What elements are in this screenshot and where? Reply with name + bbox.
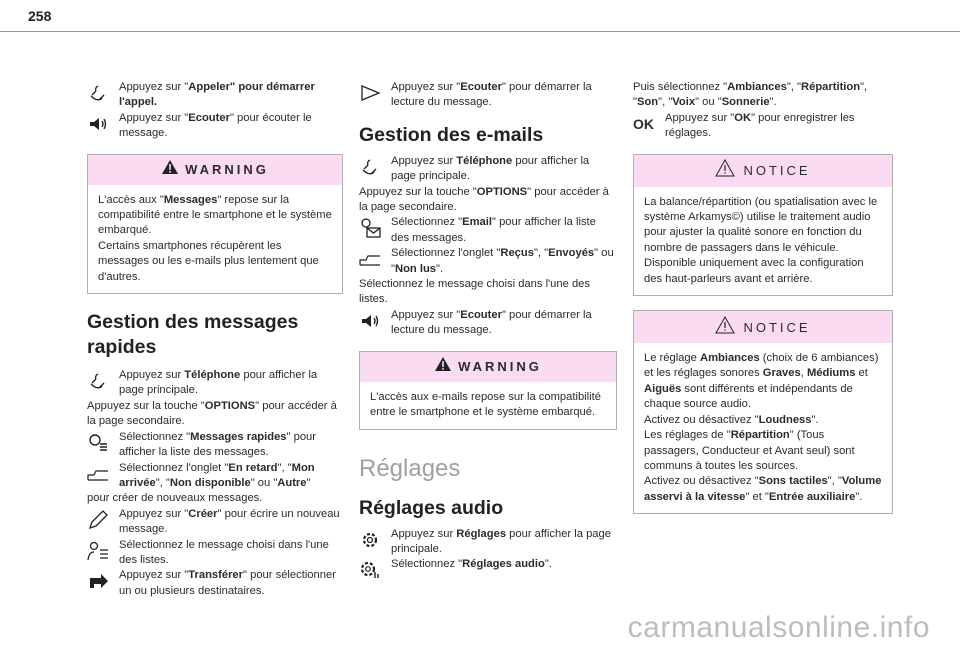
audio-text-end: ".: [544, 558, 552, 571]
t: " et ": [745, 490, 769, 503]
tabs-text: Sélectionnez l'onglet ": [391, 247, 501, 260]
speaker-icon: [87, 111, 119, 137]
notice-box-balance: [633, 154, 893, 296]
phone-icon: [359, 154, 391, 180]
warning-text-end: " repose sur la compatibilité entre le smartphone et le système embarqué.: [98, 193, 332, 237]
ok-text: Appuyez sur ": [665, 111, 735, 124]
instruction-options: [87, 399, 343, 430]
listen-text: Appuyez sur ": [391, 308, 461, 321]
audio-bold: Réglages audio: [462, 558, 545, 571]
warning-body: L'accès aux e-mails repose sur la compatibilité entre le smartphone et le système embarqué.: [370, 390, 601, 419]
instruction-options: [359, 185, 617, 216]
fwd-bold: Transférer: [188, 569, 244, 582]
notice-box-ambiances: [633, 310, 893, 514]
t: ", ": [827, 475, 842, 488]
t: Activez ou désactivez ": [644, 475, 759, 488]
t: ".: [855, 490, 863, 503]
quick-bold: Messages rapides: [190, 430, 287, 443]
notice-header: [634, 155, 892, 187]
heading-quick-messages: Gestion des messages rapides: [87, 311, 299, 359]
opt-ambiances: Ambiances: [727, 81, 787, 93]
tab-arrival: Mon arrivée: [119, 461, 315, 489]
notice-line-1: [644, 351, 882, 413]
b: Aiguës: [644, 382, 682, 395]
sep: ", ": [658, 96, 673, 109]
instruction-listen-2: [359, 308, 617, 339]
notice-line-4: [644, 474, 882, 505]
create-text: Appuyez sur ": [119, 507, 189, 520]
notice-text-2: Disponible uniquement avec la configuration des haut-parleurs avant et arrière.: [644, 257, 864, 285]
gear-audio-icon: [359, 557, 391, 583]
options-text-end: " pour accéder à la page secondaire.: [359, 185, 609, 214]
phone-icon: [87, 80, 119, 106]
quick-text-end: " pour afficher la liste des messages.: [119, 430, 317, 459]
tab-unread: Non lus: [394, 262, 437, 275]
heading-email: Gestion des e-mails: [359, 123, 544, 146]
tel-text: Appuyez sur: [119, 369, 185, 382]
quick-text: Sélectionnez ": [119, 430, 191, 443]
pen-icon: [87, 507, 119, 533]
sep: " ou ": [250, 476, 278, 489]
notice-title: NOTICE: [743, 319, 811, 335]
listen-text-end: " pour écouter le message.: [119, 111, 312, 140]
tel-text-end: pour afficher la page principale.: [119, 369, 318, 397]
tel-text-end: pour afficher la page principale.: [391, 154, 590, 183]
warning-body: [88, 185, 342, 293]
fwd-text-end: " pour sélectionner un ou plusieurs destinataires.: [119, 569, 336, 597]
then-text: Puis sélectionnez ": [633, 81, 728, 93]
notice-header: [634, 311, 892, 343]
listen-bold: Ecouter: [188, 111, 230, 124]
options-bold: OPTIONS: [476, 185, 528, 198]
sep: " ou ": [391, 247, 614, 275]
tab-sent: Envoyés: [548, 247, 595, 260]
warning-box-messages: [87, 154, 343, 294]
sep: ".: [436, 262, 444, 275]
instruction-call: [87, 80, 343, 111]
heading-audio-settings: Réglages audio: [359, 496, 504, 519]
gear-icon: [359, 527, 391, 553]
watermark: carmanualsonline.info: [627, 611, 930, 644]
column-2: [359, 80, 617, 583]
warning-title: WARNING: [458, 359, 542, 375]
choose-message: Sélectionnez le message choisi dans l'une des listes.: [359, 278, 590, 306]
ok-bold: OK: [734, 111, 752, 124]
opt-sonnerie: Sonnerie: [721, 96, 770, 109]
settings-text: Appuyez sur: [391, 527, 457, 540]
forward-icon: [87, 568, 119, 594]
notice-body: [634, 187, 892, 295]
header-divider: [0, 31, 960, 32]
instruction-tabs: [359, 246, 617, 277]
play-icon: [359, 80, 391, 106]
sep: " ou ": [695, 96, 722, 109]
t: et: [855, 367, 868, 380]
b: Médiums: [806, 367, 856, 380]
instruction-tabs: [87, 461, 343, 492]
ok-text-end: " pour enregistrer les réglages.: [665, 111, 855, 140]
speaker-icon: [359, 308, 391, 334]
email-bold: Email: [462, 216, 492, 229]
warning-text-2: Certains smartphones récupèrent les messages ou les e-mails plus lentement que d'autres.: [98, 239, 319, 283]
sep: ", ": [786, 81, 802, 93]
instruction-select-message: [87, 538, 343, 569]
sep: ", ": [277, 461, 292, 474]
tel-bold: Téléphone: [456, 154, 513, 167]
instruction-ok: [633, 111, 893, 142]
tel-bold: Téléphone: [184, 369, 241, 382]
warning-header: [88, 155, 342, 185]
instruction-telephone: [87, 368, 343, 399]
notice-icon: [715, 316, 735, 339]
headset-list-icon: [87, 430, 119, 456]
ok-icon: OK: [633, 115, 654, 132]
notice-text-1: La balance/répartition (ou spatialisation avec le système Arkamys©) utilise le traitement audio pour ajuster la qualité sonore en fonction du nombre de passagers dans le véhicule.: [644, 195, 878, 254]
page-number: 258: [28, 8, 52, 24]
listen-text-end: " pour démarrer la lecture du message.: [391, 308, 592, 337]
instruction-audio: [359, 557, 617, 583]
audio-text: Sélectionnez ": [391, 558, 463, 571]
b: Graves: [762, 367, 801, 380]
fwd-text: Appuyez sur ": [119, 569, 189, 582]
listen-text: Appuyez sur ": [119, 111, 189, 124]
b: Volume asservi à la vitesse: [644, 475, 882, 503]
sep: ", ": [533, 247, 549, 260]
notice-line-2: [644, 413, 882, 428]
opt-repartition: Répartition: [801, 81, 861, 93]
tab-icon: [87, 461, 119, 487]
listen-text-end: " pour démarrer la lecture du message.: [391, 81, 592, 109]
t: Activez ou désactivez ": [644, 413, 759, 426]
opt-son: Son: [636, 96, 659, 109]
select-message-text: Sélectionnez le message choisi dans l'une des listes.: [119, 538, 329, 566]
phone-icon: [87, 368, 119, 394]
b: Loudness: [758, 413, 812, 426]
warning-icon: [434, 356, 452, 377]
t: Le réglage: [644, 352, 700, 365]
notice-line-3: [644, 428, 882, 474]
options-text: Appuyez sur la touche ": [87, 399, 205, 412]
warning-header: [360, 352, 616, 382]
listen-text: Appuyez sur ": [391, 81, 461, 93]
listen-bold: Ecouter: [460, 81, 502, 93]
select-options: [633, 80, 893, 111]
instruction-listen-email: [359, 80, 617, 111]
instruction-forward: [87, 568, 343, 599]
instruction-listen: [87, 111, 343, 142]
create-bold: Créer: [188, 507, 218, 520]
call-text: Appuyez sur ": [119, 81, 189, 93]
email-text: Sélectionnez ": [391, 216, 463, 229]
warning-box-email: [359, 351, 617, 430]
tab-other: Autre: [277, 476, 307, 489]
sep: ", ": [155, 476, 170, 489]
b: Sons tactiles: [758, 475, 828, 488]
tabs-text: Sélectionnez l'onglet ": [119, 461, 229, 474]
call-bold: Appeler" pour démarrer l'appel.: [119, 81, 315, 109]
tab-unavailable: Non disponible: [169, 476, 251, 489]
settings-text-end: pour afficher la page principale.: [391, 527, 611, 555]
tab-icon: [359, 246, 391, 272]
t: ".: [811, 413, 819, 426]
sep: ".: [769, 96, 777, 109]
warning-bold: Messages: [163, 193, 218, 206]
notice-title: NOTICE: [743, 163, 811, 179]
instruction-create: [87, 507, 343, 538]
list-user-icon: [87, 538, 119, 564]
t: sont différents et indépendants de chaque source audio.: [644, 382, 853, 411]
options-bold: OPTIONS: [204, 399, 256, 412]
email-text-end: " pour afficher la liste des messages.: [391, 216, 596, 244]
listen-bold: Ecouter: [460, 308, 502, 321]
section-settings: Réglages: [359, 454, 461, 482]
tab-received: Reçus: [500, 247, 534, 260]
instruction-settings: [359, 527, 617, 558]
t: (choix de 6 ambiances) et les réglages sonores: [644, 352, 879, 380]
instruction-telephone: [359, 154, 617, 185]
t: Les réglages de ": [644, 429, 731, 442]
notice-icon: [715, 159, 735, 182]
instruction-quick-messages: [87, 430, 343, 461]
sep: ": [306, 476, 311, 489]
column-3: [633, 80, 893, 514]
t: " (Tous passagers, Conducteur et Avant seul) sont communs à toutes les sources.: [644, 429, 855, 472]
create-text-end: " pour écrire un nouveau message.: [119, 507, 340, 536]
b: Répartition: [730, 429, 790, 442]
b: Ambiances: [699, 352, 760, 365]
options-text-end: " pour accéder à la page secondaire.: [87, 399, 337, 428]
sep: ", ": [633, 81, 868, 109]
tabs-continuation: pour créer de nouveaux messages.: [87, 492, 263, 505]
warning-title: WARNING: [185, 162, 269, 178]
column-1: [87, 80, 343, 599]
t: ,: [800, 367, 807, 380]
warning-icon: [161, 159, 179, 180]
options-text: Appuyez sur la touche ": [359, 185, 477, 198]
notice-body: [634, 343, 892, 513]
warning-text: L'accès aux ": [98, 193, 164, 206]
b: Entrée auxiliaire: [768, 490, 856, 503]
instruction-email: [359, 215, 617, 246]
envelope-icon: [359, 215, 391, 241]
opt-voix: Voix: [672, 96, 696, 109]
settings-bold: Réglages: [456, 527, 507, 540]
tel-text: Appuyez sur: [391, 154, 457, 167]
tab-late: En retard: [228, 461, 278, 474]
